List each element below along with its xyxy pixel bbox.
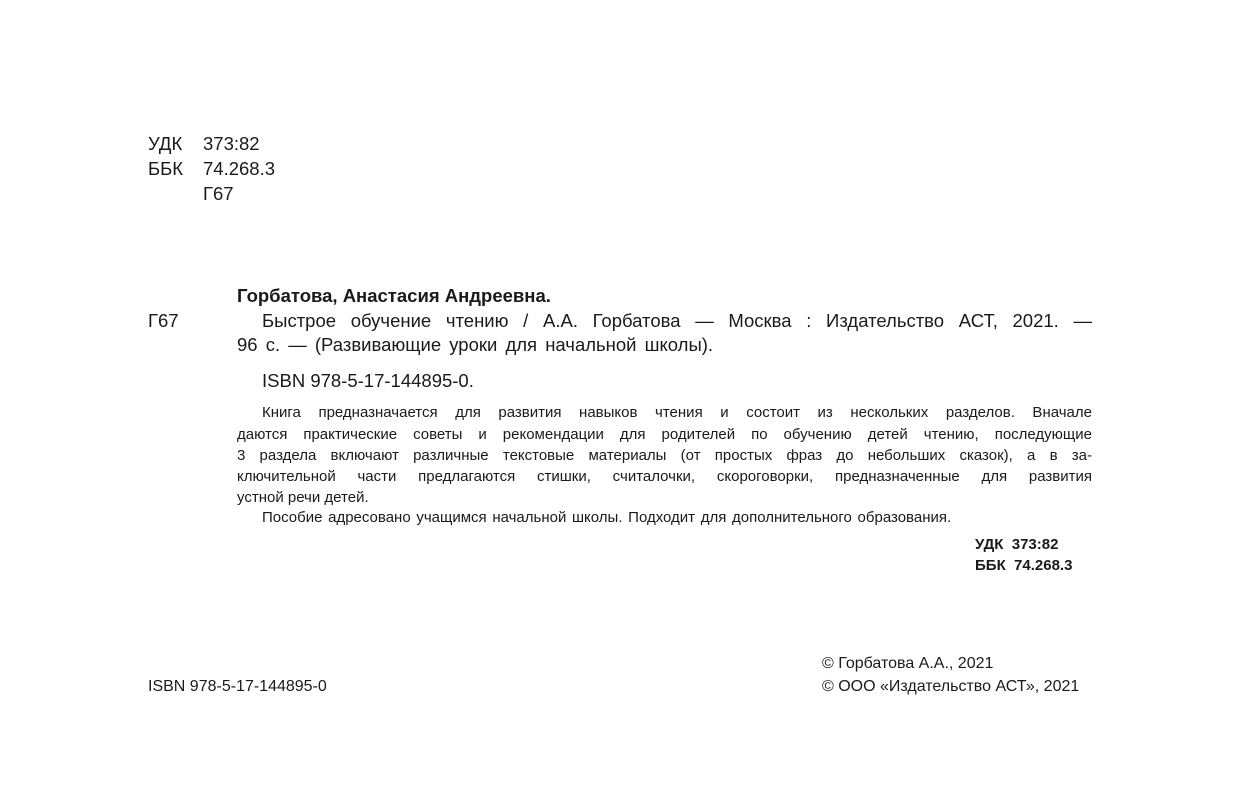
copyright-publisher: © ООО «Издательство АСТ», 2021 <box>822 678 1080 695</box>
annotation-line: Книга предназначается для развития навыков чтения и состоит из нескольких разделов. Вначале <box>262 404 1092 421</box>
title-line-1: Быстрое обучение чтению / А.А. Горбатова — Москва : Издательство АСТ, 2021. — <box>262 310 1092 331</box>
author-sign: Г67 <box>148 310 179 331</box>
bbk-label: ББК <box>148 158 184 179</box>
copyright-author: © Горбатова А.А., 2021 <box>822 655 994 672</box>
annotation-line: даются практические советы и рекомендации для родителей по обучению детей чтению, последующие <box>237 426 1092 443</box>
isbn-footer: ISBN 978-5-17-144895-0 <box>148 678 327 695</box>
title-line-2: 96 с. — (Развивающие уроки для начальной школы). <box>237 334 714 355</box>
annotation-line: 3 раздела включают различные текстовые материалы (от простых фраз до небольших сказок), а в за- <box>237 447 1092 464</box>
author-sign-top: Г67 <box>203 183 234 204</box>
udk-label: УДК <box>148 133 183 154</box>
udk-value: 373:82 <box>203 133 260 154</box>
author-heading: Горбатова, Анастасия Андреевна. <box>237 285 551 306</box>
bbk-value: 74.268.3 <box>203 158 276 179</box>
index-bbk: ББК 74.268.3 <box>975 557 1073 574</box>
isbn-record: ISBN 978-5-17-144895-0. <box>262 370 474 391</box>
index-udk: УДК 373:82 <box>975 536 1059 553</box>
annotation-line: ключительной части предлагаются стишки, считалочки, скороговорки, предназначенные для развития <box>237 468 1092 485</box>
annotation-line: устной речи детей. <box>237 489 369 506</box>
audience-note: Пособие адресовано учащимся начальной школы. Подходит для дополнительного образования. <box>262 509 952 526</box>
